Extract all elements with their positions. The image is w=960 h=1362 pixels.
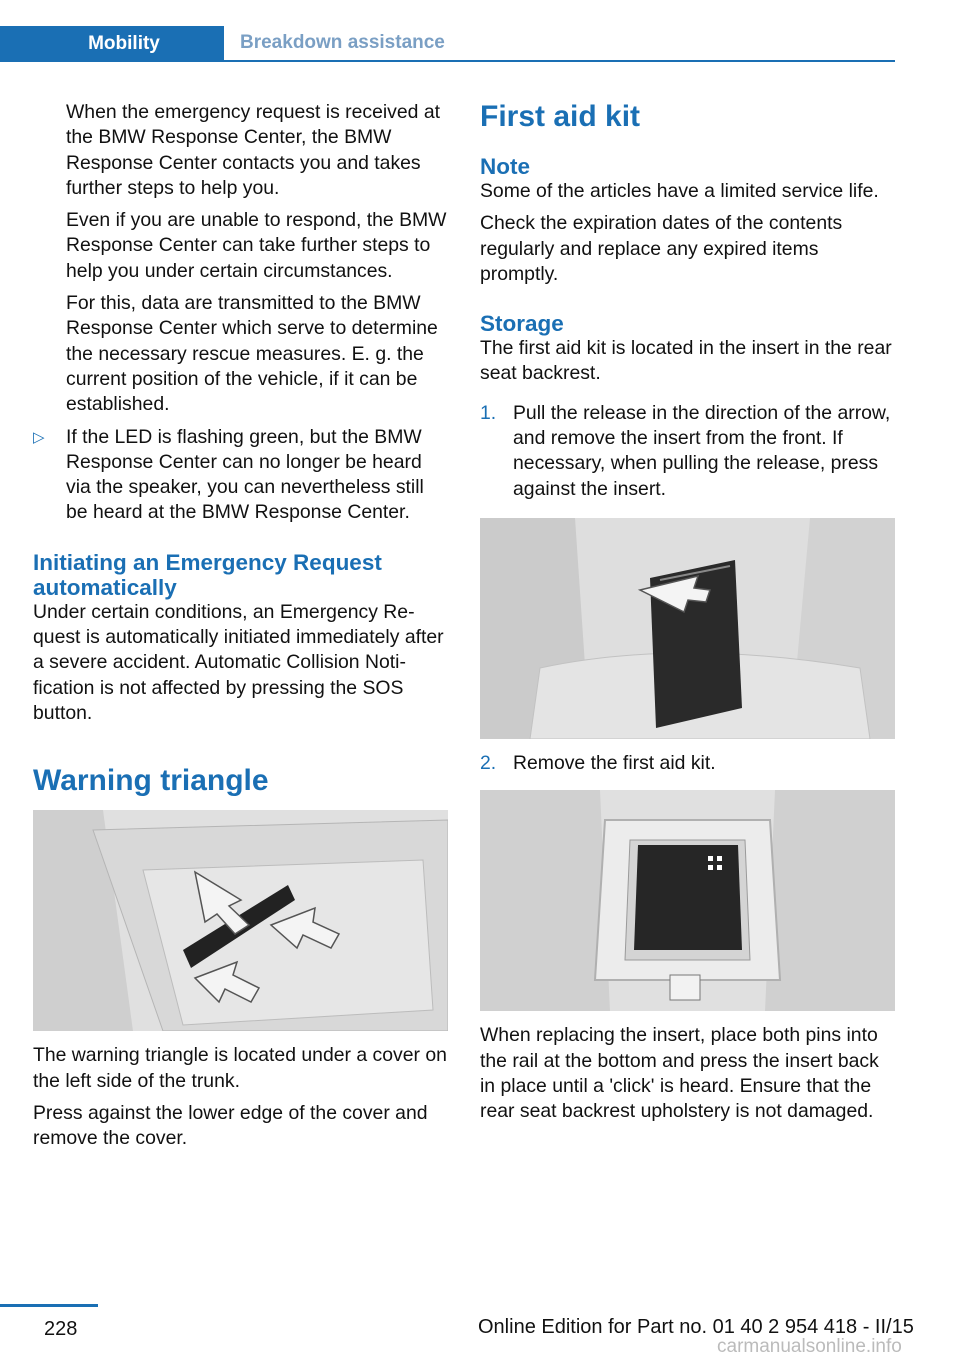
step-1 [480,401,895,502]
warning-triangle-heading: Warning triangle [33,764,269,798]
storage-heading: Storage [480,311,564,337]
data-transmission-paragraph: For this, data are transmitted to the BMW Response Center which serve to determine the necessary rescue measures. E. g. the current position of the vehicle, if it can be established. [66,292,438,416]
bullet-text: If the LED is flashing green, but the BMW Response Center can no longer be heard via the speaker, you can nevertheless still be heard at the BMW Response Center. [66,425,424,524]
right-column [480,100,895,1124]
note-text: Some of the articles have a limited service life. [480,180,879,202]
storage-text: The first aid kit is located in the insert in the rear seat backrest. [480,337,892,385]
step-2 [480,751,895,776]
step-1-number: 1. [480,401,497,424]
rear-seat-illustration [480,518,895,739]
watermark[interactable]: carmanualsonline.info [717,1336,902,1357]
page-number: 228 [44,1318,78,1340]
step-2-text: Remove the first aid kit. [513,751,716,774]
page-header [0,26,895,62]
header-rule [0,60,895,62]
triangle-bullet-icon: ▷ [33,428,45,446]
expiration-text: Check the expiration dates of the contents regularly and replace any expired items promptly. [480,212,843,285]
trunk-illustration [33,810,448,1031]
replace-insert-text: When replacing the insert, place both pins into the rail at the bottom and press the insert back in place until a 'click' is heard. Ensure that the rear seat backrest upholstery is not damaged. [480,1024,879,1123]
bullet-item [33,425,448,526]
edition-text: Online Edition for Part no. 01 40 2 954 418 - II/15 [478,1316,914,1338]
note-heading: Note [480,154,530,179]
section-tab[interactable]: Breakdown assistance [240,32,445,53]
auto-request-text: Under certain conditions, an Emergency Request is automatically initiated immediately after a severe accident. Automatic Collision Notification is not affected by pressing the SOS button. [33,600,444,724]
warning-location-text: The warning triangle is located under a cover on the left side of the trunk. [33,1044,447,1092]
step-1-text: Pull the release in the direction of the arrow, and remove the insert from the front. If necessary, when pulling the release, press against the insert. [513,401,891,500]
step-2-number: 2. [480,751,497,774]
first-aid-heading: First aid kit [480,100,641,133]
auto-request-heading: Initiating an Emergency Request automatically [33,549,382,600]
first-aid-kit-illustration [480,790,895,1011]
left-column [33,100,448,1151]
response-center-paragraph: When the emergency request is received at the BMW Response Center, the BMW Response Center contacts you and takes further steps to help you. [66,101,440,199]
footer-rule [0,1304,98,1307]
warning-remove-text: Press against the lower edge of the cover and remove the cover. [33,1101,428,1150]
chapter-tab[interactable]: Mobility [0,26,224,62]
unable-respond-paragraph: Even if you are unable to respond, the BMW Response Center can take further steps to help you under certain circumstances. [66,209,447,282]
